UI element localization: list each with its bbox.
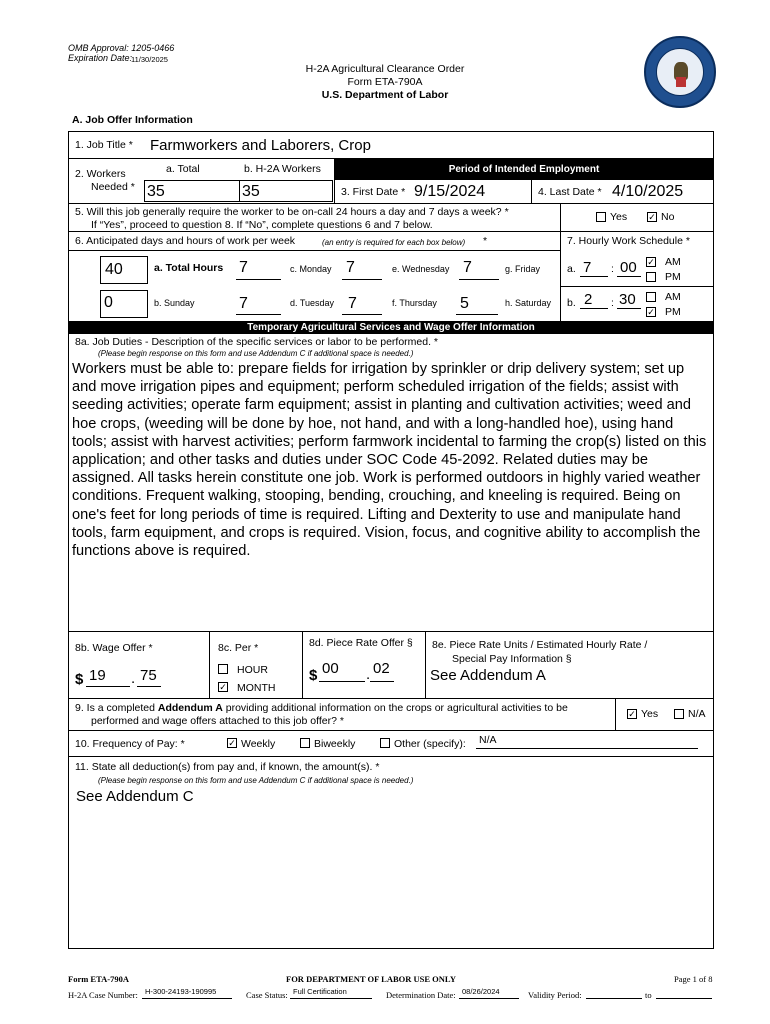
- footer-case-number-value: H-300-24193-190995: [145, 987, 217, 996]
- addendum-a-yes-checkbox[interactable]: ✓: [628, 709, 636, 719]
- total-days-value[interactable]: 7: [239, 259, 248, 276]
- first-date-value[interactable]: 9/15/2024: [414, 183, 486, 200]
- on-call-instructions: If “Yes”, proceed to question 8. If “No”, complete questions 6 and 7 below.: [91, 219, 433, 231]
- piece-rate-units-label: 8e. Piece Rate Units / Estimated Hourly Rate /: [432, 639, 648, 651]
- biweekly-checkbox[interactable]: [300, 738, 310, 748]
- wednesday-label: e. Wednesday: [392, 264, 450, 274]
- special-pay-label: Special Pay Information §: [452, 653, 572, 665]
- addendum-a-na-label: N/A: [688, 708, 706, 720]
- per-month-checkbox[interactable]: ✓: [219, 682, 227, 692]
- thursday-value[interactable]: 5: [460, 295, 469, 312]
- schedule-a-minute[interactable]: 00: [620, 259, 637, 276]
- expiration-label: Expiration Date:: [68, 53, 133, 63]
- dol-seal-logo: [644, 36, 716, 108]
- schedule-a-pm-checkbox[interactable]: [646, 272, 656, 282]
- saturday-label: h. Saturday: [505, 298, 552, 308]
- form-number: Form ETA-790A: [347, 76, 423, 88]
- friday-label: g. Friday: [505, 264, 541, 274]
- tuesday-label: d. Tuesday: [290, 298, 335, 308]
- days-hours-star: *: [483, 235, 488, 247]
- thursday-label: f. Thursday: [392, 298, 437, 308]
- schedule-b-pm-label: PM: [665, 306, 681, 318]
- footer-validity-label: Validity Period:: [528, 990, 582, 1000]
- department-name: U.S. Department of Labor: [321, 89, 449, 101]
- h2a-workers-label: b. H-2A Workers: [244, 163, 321, 175]
- addendum-a-question: 9. Is a completed Addendum A providing additional information on the crops or agricultural activities to be: [75, 702, 568, 714]
- piece-rate-units-value[interactable]: See Addendum A: [430, 667, 546, 684]
- section-a-heading: A. Job Offer Information: [72, 114, 193, 126]
- job-duties-note: (Please begin response on this form and use Addendum C if additional space is needed.): [98, 349, 414, 358]
- addendum-a-na-checkbox[interactable]: [674, 709, 684, 719]
- piece-rate-cents-value[interactable]: 02: [373, 660, 390, 677]
- on-call-question: 5. Will this job generally require the worker to be on-call 24 hours a day and 7 days a week? *: [75, 206, 509, 218]
- footer-case-status-label: Case Status:: [246, 990, 288, 1000]
- workers-label: 2. Workers: [75, 168, 126, 180]
- weekly-checkbox[interactable]: ✓: [228, 738, 236, 748]
- job-title-label: 1. Job Title *: [75, 139, 133, 151]
- sunday-total-value: 0: [104, 294, 113, 311]
- sunday-hours-value[interactable]: 7: [239, 295, 248, 312]
- on-call-yes-label: Yes: [610, 211, 628, 223]
- wage-offer-label: 8b. Wage Offer *: [75, 642, 153, 654]
- per-month-label: MONTH: [237, 682, 276, 694]
- schedule-b-pm-checkbox[interactable]: ✓: [647, 307, 655, 317]
- footer-case-status-value: Full Certification: [293, 987, 347, 996]
- on-call-yes-checkbox[interactable]: [596, 212, 606, 222]
- days-hours-note: (an entry is required for each box below): [322, 238, 466, 247]
- temp-services-header: Temporary Agricultural Services and Wage Offer Information: [68, 321, 714, 334]
- footer-validity-to: to: [645, 990, 652, 1000]
- on-call-no-checkbox[interactable]: ✓: [648, 212, 656, 222]
- other-checkbox[interactable]: [380, 738, 390, 748]
- job-title-value[interactable]: Farmworkers and Laborers, Crop: [150, 137, 371, 154]
- wage-dollar-sign: $: [75, 671, 84, 688]
- schedule-b-label: b.: [567, 297, 576, 309]
- hourly-schedule-label: 7. Hourly Work Schedule *: [567, 235, 690, 247]
- wednesday-value[interactable]: 7: [463, 259, 472, 276]
- addendum-a-question-cont: performed and wage offers attached to this job offer? *: [91, 715, 344, 727]
- schedule-a-am-label: AM: [665, 256, 681, 268]
- schedule-a-pm-label: PM: [665, 271, 681, 283]
- schedule-b-am-checkbox[interactable]: [646, 292, 656, 302]
- deductions-value[interactable]: See Addendum C: [76, 788, 194, 805]
- other-specify-value[interactable]: N/A: [479, 734, 497, 746]
- sunday-label: b. Sunday: [154, 298, 195, 308]
- schedule-b-minute[interactable]: 30: [619, 291, 636, 308]
- wage-cents-value[interactable]: 75: [140, 667, 157, 684]
- schedule-a-label: a.: [567, 263, 576, 275]
- h2a-workers-value: 35: [242, 183, 260, 200]
- per-label: 8c. Per *: [218, 642, 259, 654]
- schedule-a-hour[interactable]: 7: [583, 259, 592, 276]
- total-workers-label: a. Total: [166, 163, 200, 175]
- deductions-note: (Please begin response on this form and use Addendum C if additional space is needed.): [98, 776, 414, 785]
- wage-decimal-point: .: [131, 670, 136, 687]
- monday-label: c. Monday: [290, 264, 332, 274]
- wage-dollars-value[interactable]: 19: [89, 667, 106, 684]
- period-header: Period of Intended Employment: [334, 159, 714, 180]
- days-hours-label: 6. Anticipated days and hours of work per week: [75, 235, 296, 247]
- first-date-label: 3. First Date *: [341, 186, 406, 198]
- tuesday-value[interactable]: 7: [348, 295, 357, 312]
- schedule-b-hour[interactable]: 2: [584, 291, 593, 308]
- footer-form-number: Form ETA-790A: [68, 974, 129, 984]
- total-hours-label: a. Total Hours: [154, 262, 224, 274]
- total-hours-value: 40: [105, 261, 123, 278]
- footer-dol-use: FOR DEPARTMENT OF LABOR USE ONLY: [286, 974, 456, 984]
- footer-determination-value: 08/26/2024: [462, 987, 500, 996]
- footer-page-number: Page 1 of 8: [674, 974, 713, 984]
- job-duties-text[interactable]: Workers must be able to: prepare fields for irrigation by sprinkler or drip delivery system; set up and move irrigation pipes and equipment; perform scheduled irrigation of the fields; assist with seeding activities; operate farm equipment; assist in planting and cultivation activities; weed and hoe crops, (weeding will be done by hoe, not hand, and with a long-handled hoe), using hand tools; assist with harvest activities; perform farmwork incidental to farming the crop(s) listed on this application; and other tasks and duties under SOC Code 45-2092. Related duties may be assigned. All tasks herein constitute one job. Work is performed outdoors in highly varied weather conditions. Frequent walking, stooping, bending, crouching, and kneeling is required. Being on one's feet for long periods of time is required. Lifting and Dexterity to use and manipulate hand tools, farm equipment, and crops is required. Vision, focus, and cognitive ability to accomplish the functions above is required.: [72, 361, 707, 560]
- schedule-a-am-checkbox[interactable]: ✓: [647, 257, 655, 267]
- piece-rate-dollar-sign: $: [309, 667, 318, 684]
- last-date-label: 4. Last Date *: [538, 186, 602, 198]
- form-title: H-2A Agricultural Clearance Order: [305, 63, 465, 75]
- per-hour-checkbox[interactable]: [218, 664, 228, 674]
- addendum-a-yes-label: Yes: [641, 708, 659, 720]
- schedule-b-am-label: AM: [665, 291, 681, 303]
- footer-case-number-label: H-2A Case Number:: [68, 990, 138, 1000]
- piece-rate-label: 8d. Piece Rate Offer §: [309, 637, 413, 649]
- pay-frequency-label: 10. Frequency of Pay: *: [75, 738, 185, 750]
- footer-determination-label: Determination Date:: [386, 990, 456, 1000]
- on-call-no-label: No: [661, 211, 675, 223]
- weekly-label: Weekly: [241, 738, 276, 750]
- biweekly-label: Biweekly: [314, 738, 356, 750]
- expiration-date: 11/30/2025: [131, 55, 168, 64]
- omb-approval: OMB Approval: 1205-0466: [68, 43, 175, 53]
- piece-rate-decimal-point: .: [366, 666, 371, 683]
- last-date-value[interactable]: 4/10/2025: [612, 183, 684, 200]
- deductions-label: 11. State all deduction(s) from pay and, if known, the amount(s). *: [75, 761, 380, 773]
- per-hour-label: HOUR: [237, 664, 268, 676]
- workers-needed-label: Needed *: [91, 181, 135, 193]
- piece-rate-dollars-value[interactable]: 00: [322, 660, 339, 677]
- job-duties-label: 8a. Job Duties - Description of the specific services or labor to be performed. *: [75, 336, 438, 348]
- total-workers-value: 35: [147, 183, 165, 200]
- other-label: Other (specify):: [394, 738, 466, 750]
- monday-value[interactable]: 7: [346, 259, 355, 276]
